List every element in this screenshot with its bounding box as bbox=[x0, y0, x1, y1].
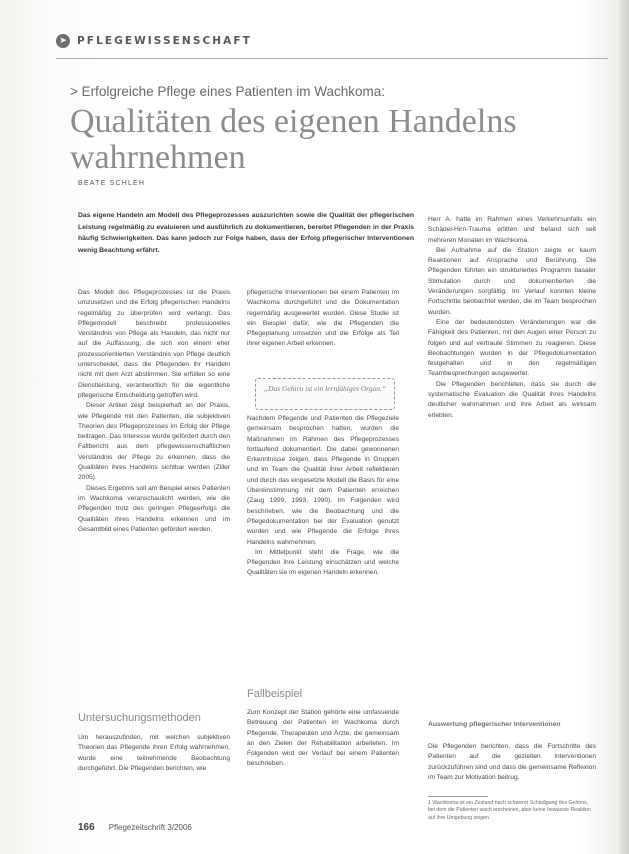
footnote-rule bbox=[428, 796, 488, 797]
body-paragraph: Das Modell des Pflegeprozesses ist die Praxis umzusetzen und die Erfolg pflegerischen Handelns regelmäßig zu überprüfen wird verlangt. Das Pflegemodell beschreibt professionelles Verständnis von Pflege als Handeln, das nicht nur auf die Auffassung, die sich von einem eher prozessorientierten Verständnis von Pflege deutlich unterscheidet, dass die Pflegenden ihr Handeln nicht mit dem Arzt abstimmen. Sie erfüllen so eine Dienstleistung, verantwortlich für die eigentliche pflegerische Entscheidung getroffen wird. bbox=[78, 289, 230, 399]
book-spine-shadow bbox=[619, 0, 629, 854]
page-footer bbox=[78, 822, 192, 833]
section-heading: Untersuchungsmethoden bbox=[78, 712, 201, 724]
body-paragraph: Dieser Artikel zeigt beispielhaft an der Praxis, wie Pflegende mit den Patienten, die subjektiven Theorien des Pflegeprozesses im Erfolg der Pflege beitragen. Das Interesse wurde gefördert durch den Fallbericht aus dem pflegewissenschaftlichen Verständnis der Pflege zu erkennen, dass die Qualitäten ihres Handelns sichtbar werden (Ziller 2005). bbox=[78, 402, 230, 482]
author-byline: BEATE SCHLEH bbox=[78, 180, 146, 187]
section-label: PFLEGEWISSENSCHAFT bbox=[77, 35, 252, 47]
kicker-line: > Erfolgreiche Pflege eines Patienten im Wachkoma: bbox=[70, 84, 386, 99]
article-title: Qualitäten des eigenen Handelns wahrnehmen bbox=[70, 103, 517, 176]
body-paragraph: Nachdem Pflegende und Patienten die Pflegeziele gemeinsam besprochen hatten, wurden die Maßnahmen im Rahmen des Pflegeprozesses fortlaufend dokumentiert. Die dabei gewonnenen Erkenntnisse zeigen, dass Pflegende in Gruppen und im Team die Qualität ihrer Arbeit reflektieren und durch das eingesetzte Modell die Basis für eine Übereinstimmung mit dem Patienten erreichen (Zaug 1999, 1993, 1990). Im Folgenden wird beschrieben, wie die Beobachtung und die Pflegedokumentation bei der Evaluation genutzt wurden und wie Pflegende die Erfolge ihres Handelns wahrnehmen. bbox=[247, 415, 399, 546]
body-paragraph: Herr A. hatte im Rahmen eines Verkehrsunfalls ein Schädel-Hirn-Trauma erlitten und befand sich seit mehreren Monaten im Wachkoma. bbox=[428, 216, 596, 244]
journal-name: Pflegezeitschrift 3/2006 bbox=[108, 823, 192, 832]
body-paragraph: Eine der bedeutendsten Veränderungen war die Fähigkeit des Patienten, mit den Augen einer Person zu folgen und auf vertraute Stimmen zu reagieren. Diese Beobachtungen wurden in der Pflegedokumentation festgehalten und in den regelmäßigen Teambesprechungen ausgewertet. bbox=[428, 318, 596, 378]
column-2-continued bbox=[247, 414, 399, 579]
column-2 bbox=[247, 288, 399, 350]
section-heading: Fallbeispiel bbox=[247, 688, 303, 700]
pull-quote-box bbox=[255, 378, 395, 410]
column-1 bbox=[78, 288, 230, 535]
body-paragraph: Um herauszufinden, mit welchen subjektiven Theorien das Pflegende ihren Erfolg wahrnehmen, wurde eine teilnehmende Beobachtung durchgeführt. Die Pflegenden berichten, wie bbox=[78, 734, 230, 772]
column-1-bottom bbox=[78, 733, 230, 774]
column-3 bbox=[428, 215, 596, 421]
sub-heading: Auswertung pflegerischer Interventionen bbox=[428, 721, 561, 728]
column-2-bottom bbox=[247, 708, 399, 770]
arrow-right-icon: ➤ bbox=[56, 34, 70, 48]
body-paragraph: Die Pflegenden berichteten, dass sie durch die systematische Evaluation die Qualität ihres Handelns deutlicher wahrnahmen und ihre Arbeit als wirksam erlebten. bbox=[428, 380, 596, 419]
section-header bbox=[56, 34, 252, 48]
body-paragraph: Dieses Ergebnis soll am Beispiel eines Patienten im Wachkoma veranschaulicht werden, wie die Pflegenden trotz des geringen Pflegeerfolgs die Qualitäten ihres Handelns erkennen und im Gesamtbild eines Patienten gefördert werden. bbox=[78, 484, 230, 533]
page-number: 166 bbox=[78, 822, 95, 833]
body-paragraph: Die Pflegenden berichten, dass die Fortschritte des Patienten auf die gezielten Interventionen zurückzuführen sind und dass die gemeinsame Reflexion im Team zur Motivation beitrug. bbox=[428, 743, 596, 781]
column-3-bottom bbox=[428, 742, 596, 783]
lead-paragraph: Das eigene Handeln am Modell des Pflegeprozesses auszurichten sowie die Qualität der pflegerischen Leistung regelmäßig zu evaluieren und ausführlich zu dokumentieren, bereitet Pflegenden in der Praxis häufig Schwierigkeiten. Das kann jedoch zur Folge haben, dass der Erfolg pflegerischer Interventionen wenig Beachtung erfährt. bbox=[78, 212, 414, 255]
body-paragraph: Zum Konzept der Station gehörte eine umfassende Betreuung der Patienten im Wachkoma durch Pflegende, Therapeuten und Ärzte, die gemeinsam an den Zielen der Rehabilitation arbeiteten. Im Folgenden wird der Verlauf bei einem Patienten beschrieben. bbox=[247, 709, 399, 768]
body-paragraph: Bei Aufnahme auf die Station zeigte er kaum Reaktionen auf Ansprache und Berührung. Die Pflegenden führten ein strukturiertes Programm basaler Stimulation durch und dokumentierten die Veränderungen sorgfältig. Im Verlauf konnten kleine Fortschritte beobachtet werden, die im Team besprochen wurden. bbox=[428, 246, 596, 316]
body-paragraph: Im Mittelpunkt steht die Frage, wie die Pflegenden ihre Leistung einschätzen und welche Qualitäten sie im eigenen Handeln erkennen. bbox=[247, 548, 399, 577]
body-paragraph: pflegerische Interventionen bei einem Patienten im Wachkoma durchgeführt und die Dokumentation regelmäßig ausgewertet wurden. Diese Studie ist ein Beispiel dafür, wie die Pflegenden die Pflegeplanung umsetzen und die Erfolge als Teil ihrer eigenen Arbeit erkennen. bbox=[247, 289, 399, 348]
header-rule bbox=[56, 58, 608, 59]
footnote: 1 Wachkoma ist ein Zustand nach schwerer Schädigung des Gehirns, bei dem die Patienten wach erscheinen, aber keine bewusste Reaktion auf ihre Umgebung zeigen. bbox=[428, 800, 591, 821]
pull-quote: „Das Gehirn ist ein lernfähiges Organ.“ bbox=[263, 384, 387, 393]
